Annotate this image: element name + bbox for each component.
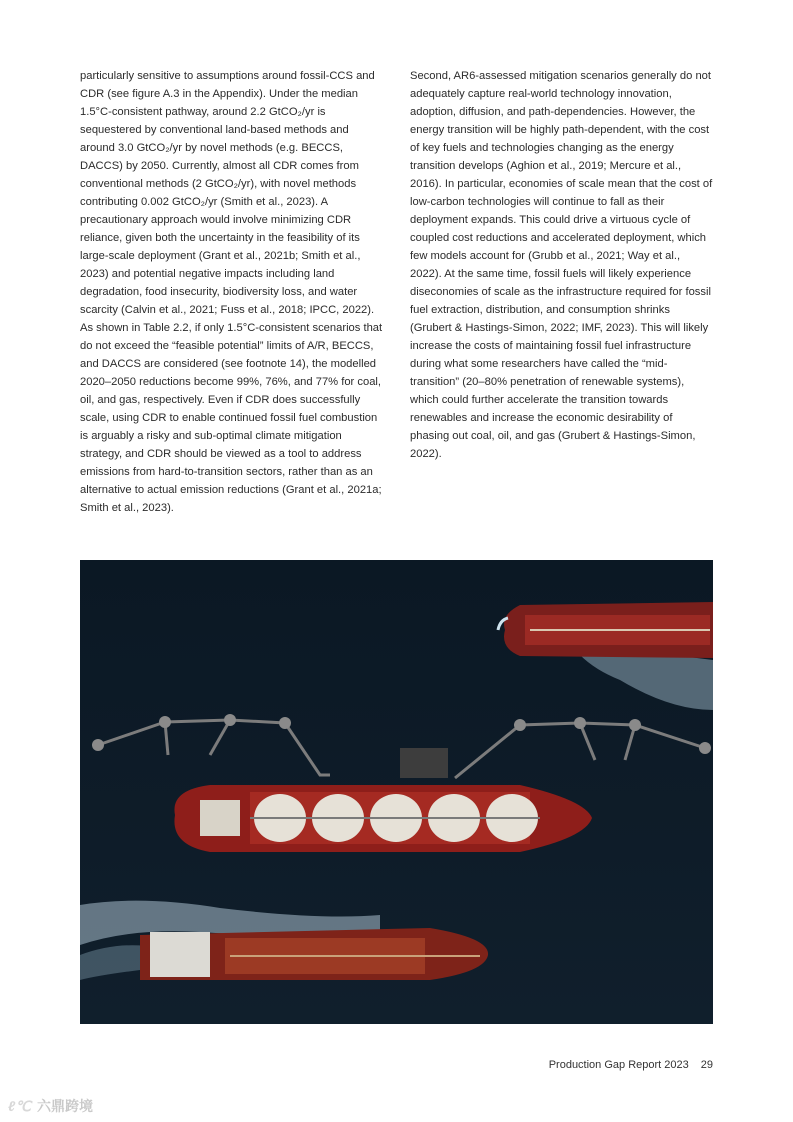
right-text-column (410, 67, 714, 463)
tanker-aerial-photo (80, 560, 713, 1024)
watermark (8, 1096, 93, 1116)
right-paragraph: Second, AR6-assessed mitigation scenarios generally do not adequately capture real-world technology innovation, adoption, diffusion, and path-dependencies. However, the energy transition will be highly path-dependent, with the cost of key fuels and technologies changing as the energy transition develops (Aghion et al., 2019; Mercure et al., 2016). In particular, economies of scale mean that the cost of low-carbon technologies will continue to fall as their deployment expands. This could drive a virtuous cycle of coupled cost reductions and accelerated deployment, which few models account for (Grubb et al., 2021; Way et al., 2022). At the same time, fossil fuels will likely experience diseconomies of scale as the infrastructure required for fossil fuel extraction, distribution, and consumption shrinks (Grubert & Hastings-Simon, 2022; IMF, 2023). This will likely increase the costs of maintaining fossil fuel infrastructure during what some researchers have called the “mid-transition” (20–80% penetration of renewable systems), which could further accelerate the transition towards renewables and increase the economic desirability of phasing out coal, oil, and gas (Grubert & Hastings-Simon, 2022). (410, 70, 713, 460)
watermark-text: 六鼎跨境 (36, 1098, 93, 1114)
tanker-illustration (80, 560, 713, 1024)
page-number: 29 (700, 1059, 713, 1071)
lng-carrier (174, 785, 592, 852)
report-title: Production Gap Report 2023 (548, 1059, 689, 1071)
watermark-logo-icon: ℓ℃ (8, 1098, 31, 1114)
left-paragraph: particularly sensitive to assumptions around fossil-CCS and CDR (see figure A.3 in the Appendix). Under the median 1.5°C-consistent pathway, around 2.2 GtCO₂/yr is sequestered by conventional land-based methods and around 3.0 GtCO₂/yr by novel methods (e.g. BECCS, DACCS) by 2050. Currently, almost all CDR comes from conventional methods (2 GtCO₂/yr), with novel methods contributing 0.002 GtCO₂/yr (Smith et al., 2023). A precautionary approach would involve minimizing CDR reliance, given both the uncertainty in the feasibility of its large-scale deployment (Grant et al., 2021b; Smith et al., 2023) and potential negative impacts including land degradation, food insecurity, biodiversity loss, and water scarcity (Calvin et al., 2021; Fuss et al., 2018; IPCC, 2022). As shown in Table 2.2, if only 1.5°C-consistent scenarios that do not exceed the “feasible potential” limits of A/R, BECCS, and DACCS are considered (see footnote 14), the modelled 2020–2050 reductions become 99%, 76%, and 77% for coal, oil, and gas, respectively. Even if CDR does successfully scale, using CDR to enable continued fossil fuel combustion is arguably a risky and sub-optimal climate mitigation strategy, and CDR should be viewed as a tool to address emissions from hard-to-transition sectors, rather than as an alternative to actual emission reductions (Grant et al., 2021a; Smith et al., 2023). (80, 70, 383, 514)
left-text-column (80, 67, 384, 517)
bottom-tanker (140, 928, 488, 980)
top-tanker (498, 602, 713, 658)
page-footer (549, 1059, 713, 1071)
